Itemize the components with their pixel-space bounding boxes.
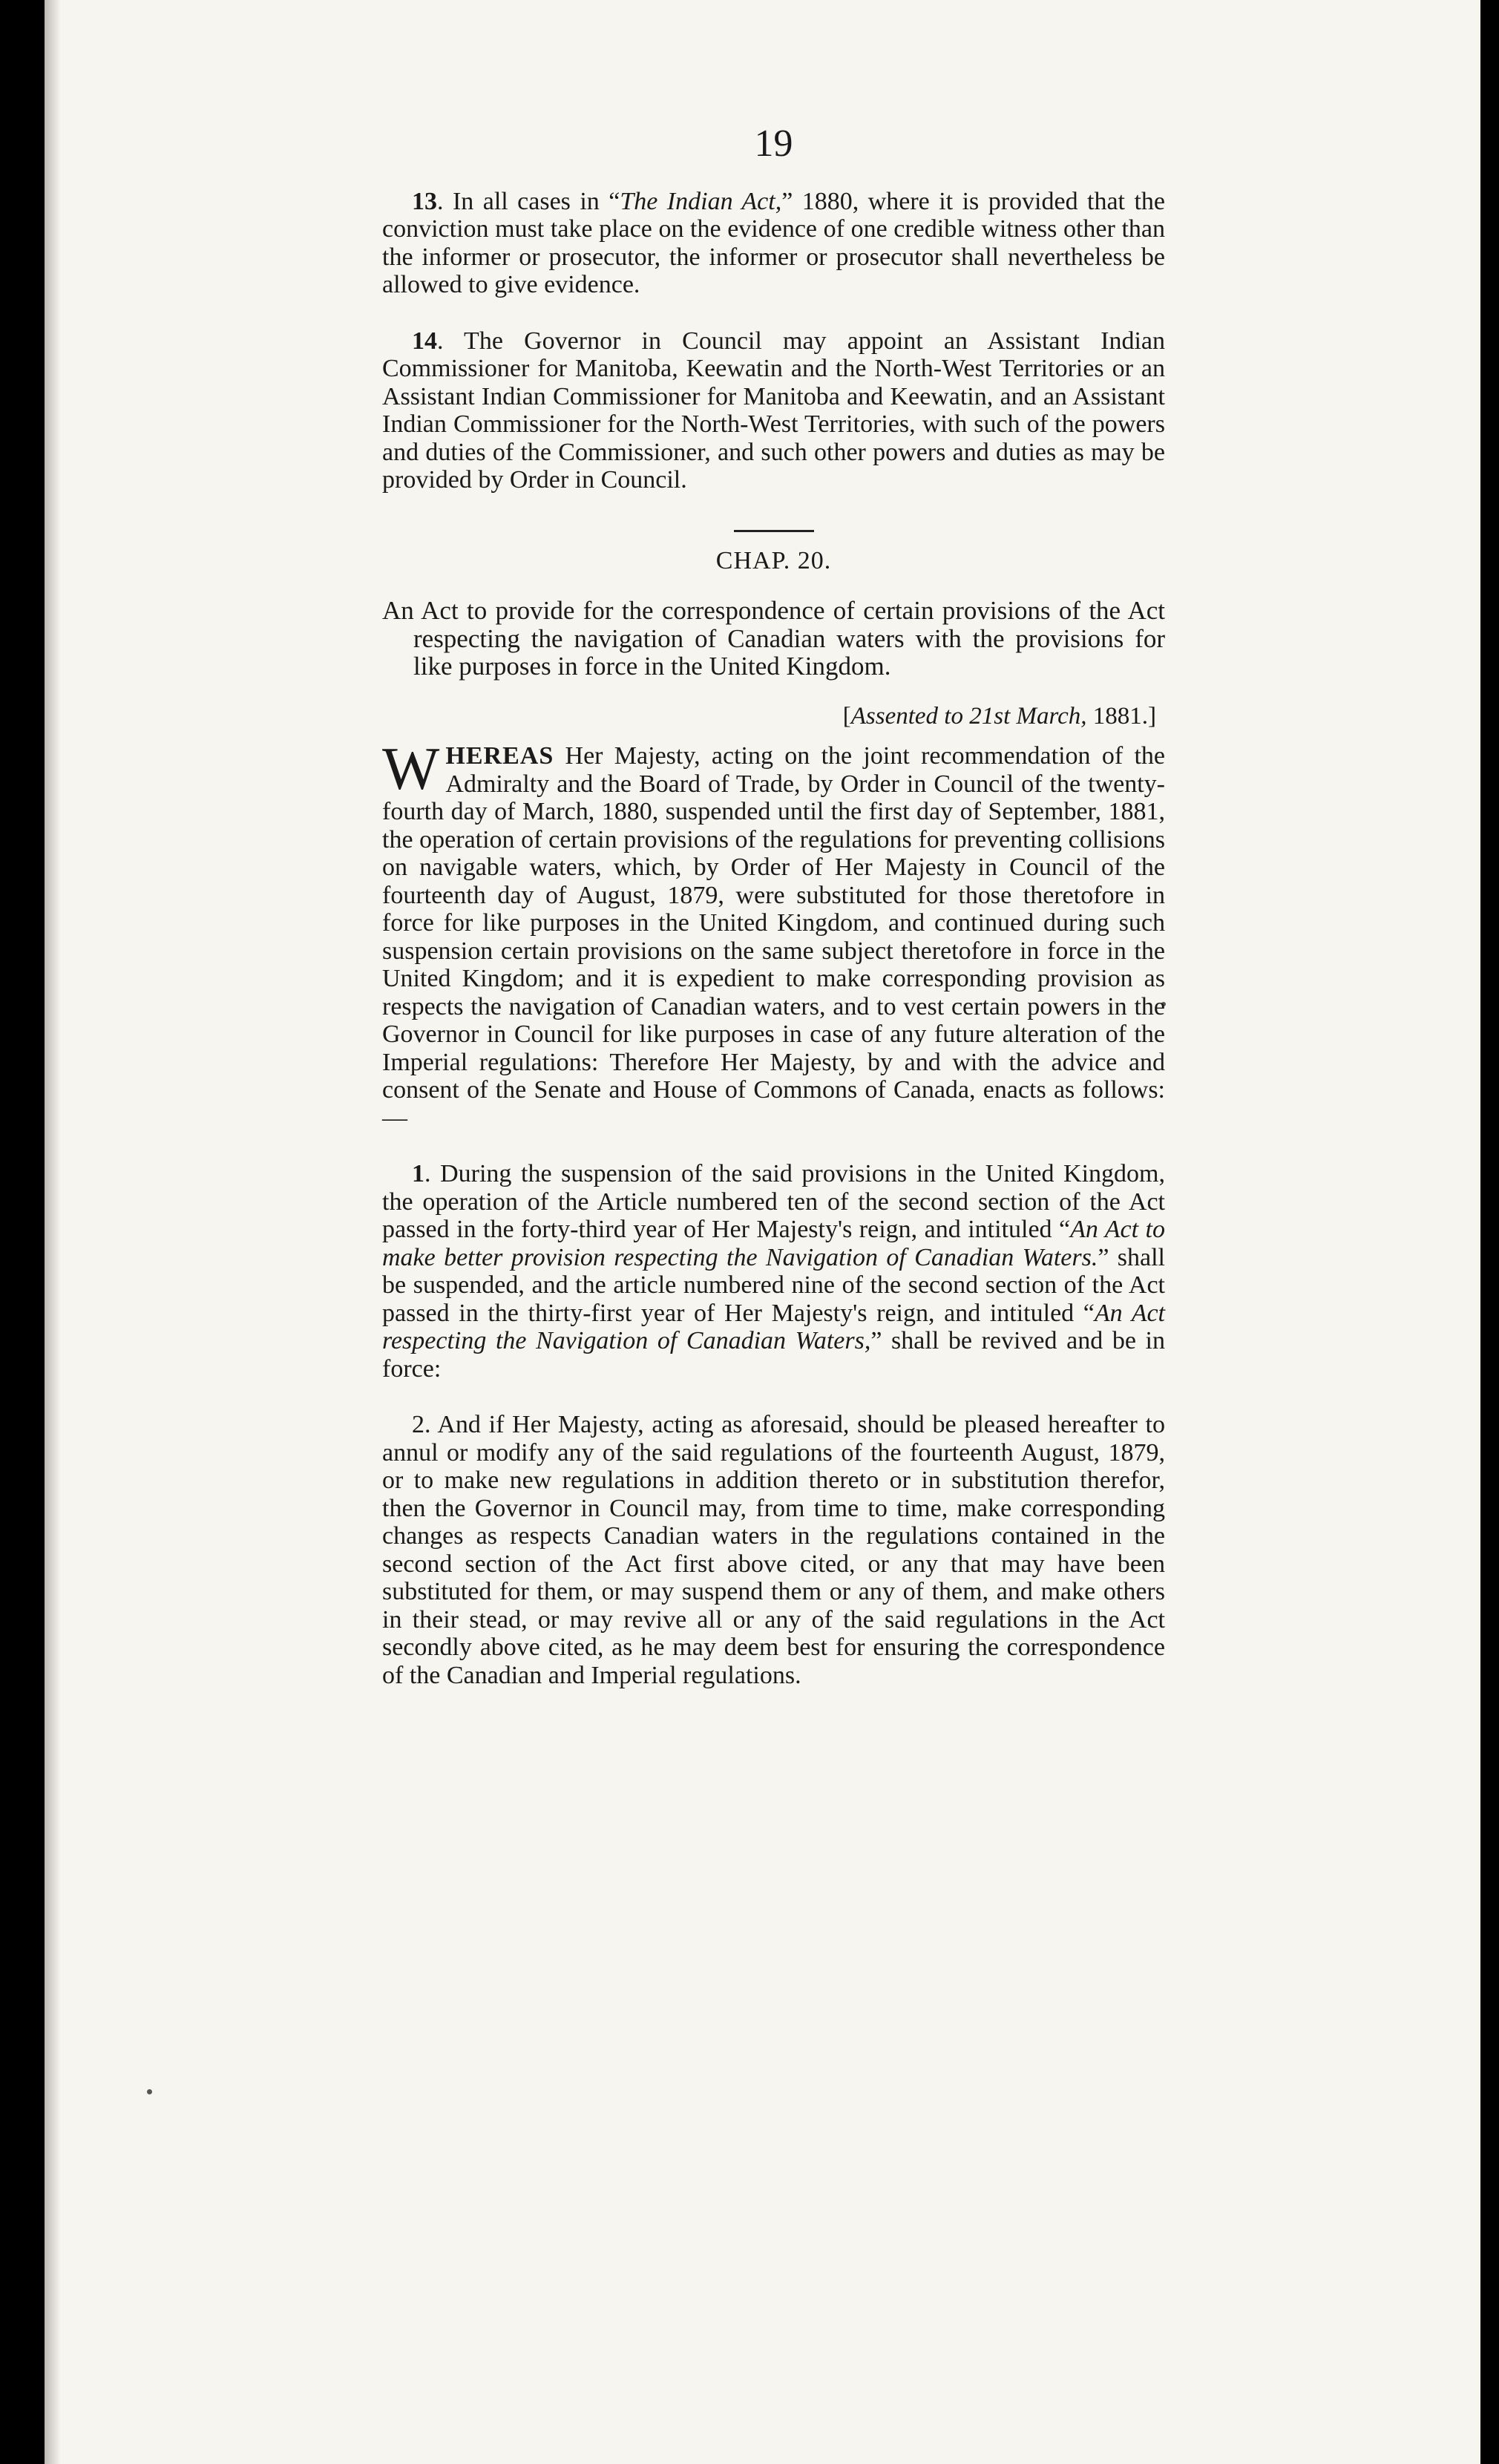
section-number: 13 <box>412 187 437 215</box>
section-13 <box>382 188 1165 299</box>
section-text: ” shall be suspended, and the article numbered nine of the second section of the Act passed in the thirty-first year of Her Majesty's reign, and intituled “ <box>382 1243 1165 1327</box>
assent-date <box>382 703 1156 731</box>
divider-rule <box>734 530 814 532</box>
section-text: . In all cases in “ <box>437 187 620 215</box>
act-reference: An Act to make better provision respecting the Navigation of Canadian Waters. <box>382 1216 1165 1271</box>
section-number: 1 <box>412 1160 424 1187</box>
chapter-heading: CHAP. 20. <box>715 546 832 574</box>
section-text: . And if Her Majesty, acting as aforesaid, should be pleased hereafter to annul or modify any of the said regulations of the fourteenth August, 1879, or to make new regulations in addition thereto or in substitution therefor, then the Governor in Council may, from time to time, make corresponding changes as respects Canadian waters in the regulations contained in the second section of the Act first above cited, or any that may have been substituted for them, or may suspend them or any of them, and make others in their stead, or may revive all or any of the said regulations in the Act secondly above cited, as he may deem best for ensuring the correspondence of the Canadian and Imperial regulations. <box>382 1411 1165 1689</box>
scanned-page <box>45 0 1480 2464</box>
preamble <box>382 735 1165 1132</box>
assent-text: Assented to 21st March, <box>850 702 1087 730</box>
act-reference: An Act respecting the Navigation of Canadian Waters, <box>382 1299 1165 1354</box>
section-2 <box>382 1411 1165 1689</box>
section-number: 2 <box>412 1411 424 1438</box>
section-14 <box>382 327 1165 494</box>
act-title: An Act to provide for the correspondence of certain provisions of the Act respecting the navigation of Canadian waters with the provisions for like purposes in force in the United Kingdom. <box>382 596 1165 681</box>
section-text: ” shall be revived and be in force: <box>382 1327 1165 1383</box>
assent-bracket: [ <box>842 702 851 730</box>
preamble-text: Her Majesty, acting on the joint recommendation of the Admiralty and the Board of Trade, by Order in Council of the twenty-fourth day of March, 1880, suspended until the first day of September, 1881, the operation of certain provisions of the regulations for preventing collisions on navigable waters, which, by Order of Her Majesty in Council of the fourteenth day of August, 1879, were substituted for those theretofore in force for like purposes in the United Kingdom, and continued during such suspension certain provisions on the same subject theretofore in force in the United Kingdom; and it is expedient to make corresponding provision as respects the navigation of Canadian waters, and to vest certain powers in the Governor in Council for like purposes in case of any future alteration of the Imperial regulations: Therefore Her Majesty, by and with the advice and consent of the Senate and House of Commons of Canada, enacts as follows:— <box>382 742 1165 1132</box>
page-edge-shadow <box>45 0 61 2464</box>
section-text: . During the suspension of the said provisions in the United Kingdom, the operation of the Article numbered ten of the second section of the Act passed in the forty-third year of Her Majesty's reign, and intituled “ <box>382 1160 1165 1243</box>
preamble-opening: HEREAS <box>445 742 554 770</box>
page-number: 19 <box>754 122 793 165</box>
section-number: 14 <box>412 327 437 355</box>
section-1 <box>382 1160 1165 1383</box>
assent-year: 1881.] <box>1086 702 1156 730</box>
drop-cap: W <box>382 735 440 802</box>
scan-speck <box>147 2089 152 2094</box>
act-reference: The Indian Act, <box>620 187 782 215</box>
page-content <box>382 111 1165 1689</box>
section-text: ” 1880, where it is provided that the conviction must take place on the evidence of one credible witness other than the informer or prosecutor, the informer or prosecutor shall nevertheless be allowed to give evidence. <box>382 187 1165 298</box>
section-text: . The Governor in Council may appoint an Assistant Indian Commissioner for Manitoba, Keewatin and the North-West Territories or an Assistant Indian Commissioner for Manitoba and Keewatin, and an Assistant Indian Commissioner for the North-West Territories, with such of the powers and duties of the Commissioner, and such other powers and duties as may be provided by Order in Council. <box>382 327 1165 494</box>
